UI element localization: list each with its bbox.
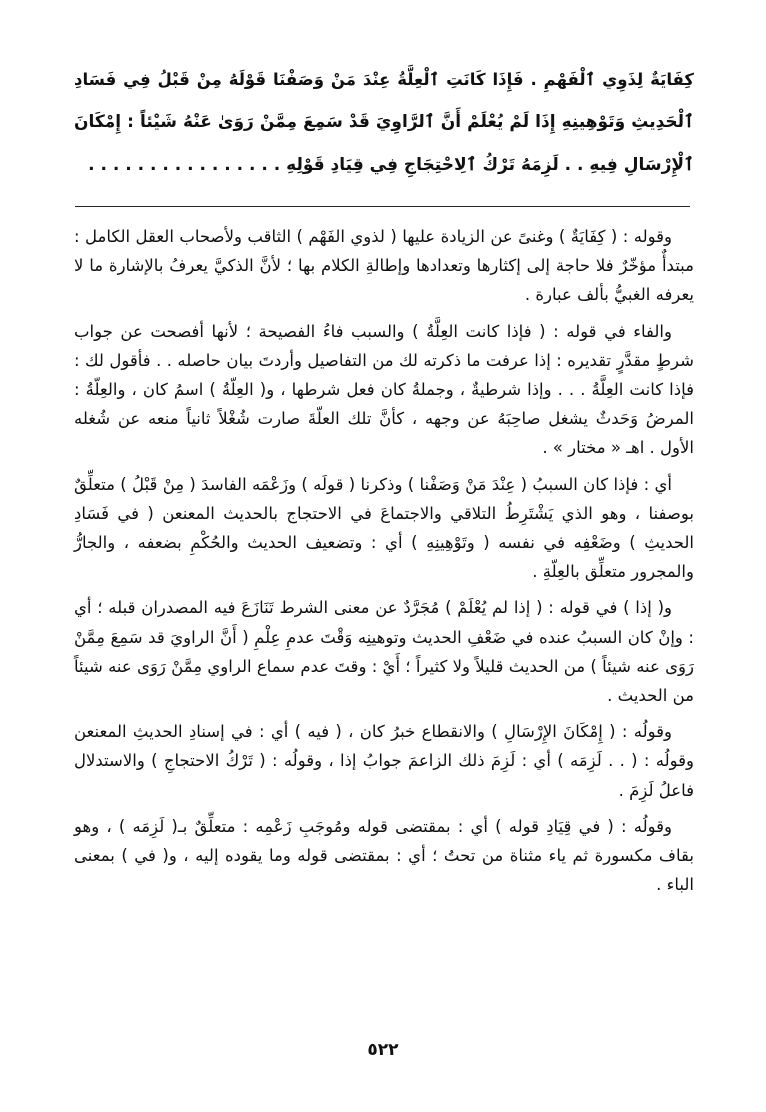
commentary-paragraph: أي : فإذا كان السببُ ( عِنْدَ مَنْ وَصَفْنا ) وذكرنا ( قولَه ) وزَعْمَه الفاسدَ ( مِنْ قَبْلُ ) متعلِّقٌ بوصفنا ، وهو الذي يَشْتَرِطُ التلاقي والاجتماعَ في الاحتجاج بالحديث المعنعن ( في فَسَادِ الحديثِ ) وضَعْفِه في نفسه ( وتَوْهِينِهِ ) أي : وتضعيف الحديث والحُكْمِ بضعفه ، والجارُّ والمجرور متعلِّق بالعِلّةِ .	[74, 474, 694, 582]
main-text-line: ٱلْحَدِيثِ وَتَوْهِينِهِ إِذَا لَمْ يُعْلَمْ أَنَّ ٱلرَّاوِيَ قَدْ سَمِعَ مِمَّنْ رَوَىٰ عَنْهُ شَيْئاً : إِمْكَانَ	[74, 112, 694, 132]
commentary-paragraph: والفاء في قوله : ( فإذا كانت العِلَّةُ ) والسبب فاءُ الفصيحة ؛ لأنها أفصحت عن جواب شرطٍ مقدَّرٍ تقديره : إذا عرفت ما ذكرته لك من التفاصيل وأردتَ بيان حاصله . . فأقول لك : فإذا كانت العِلَّةُ . . . وإذا شرطيةٌ ، وجملةُ كان فعل شرطها ، و( العِلّةُ ) اسمُ كان ، والعِلّةُ : المرضُ وَحَدثٌ يشغل صاحِبَهُ عن وجهه ، كأنَّ تلك العلّةَ صارت شُغْلاً ثانياً منعه عن شُغله الأول . اهـ « مختار » .	[74, 321, 694, 458]
main-text-block	[74, 58, 694, 187]
commentary-block	[74, 222, 694, 906]
commentary-paragraph: و( إذا ) في قوله : ( إذا لم يُعْلَمْ ) مُجَرَّدٌ عن معنى الشرط تَنَازَعَ فيه المصدران قبله ؛ أي : وإنْ كان السببُ عنده في ضَعْفِ الحديث وتوهينِه وَقْتَ عدمِ عِلْمِ ( أَنَّ الراويَ قد سَمِعَ مِمَّنْ رَوَى عنه شيئاً ) من الحديث قليلاً ولا كثيراً ؛ أَيْ : وقتَ عدم سماع الراوي مِمَّنْ رَوَى عنه شيئاً من الحديث .	[74, 598, 694, 706]
commentary-paragraph: وقوله : ( كِفَايَةٌ ) وغنىً عن الزيادة عليها ( لذوي الفَهْم ) الثاقب ولأصحاب العقل الكامل : مبتدأٌ مؤخّرٌ فلا حاجة إلى إكثارها وتعدادها وإطالةِ الكلام بها ؛ لأنَّ الذكيَّ يعرفُ بالإشارة ما لا يعرفه الغبيُّ بألف عبارة .	[74, 227, 694, 305]
commentary-paragraph: وقولُه : ( إِمْكَانَ الإِرْسَالِ ) والانقطاع خبرُ كان ، ( فيه ) أي : في إسنادِ الحديثِ المعنعن وقولُه : ( . . لَزِمَه ) أي : لَزِمَ ذلك الزاعمَ جوابُ إذا ، وقولُه : ( تَرْكُ الاحتجاجِ ) والاستدلال فاعلُ لَزِمَ .	[74, 722, 694, 800]
commentary-paragraph: وقولُه : ( في قِيَادِ قوله ) أي : بمقتضى قوله ومُوجَبِ زَعْمِه : متعلِّقٌ بـ( لَزِمَه ) ، وهو بقاف مكسورة ثم ياء مثناة من تحتُ ؛ أي : بمقتضى قوله وما يقوده إليه ، و( في ) بمعنى الباء .	[74, 816, 694, 895]
page-number: ٥٢٢	[367, 1040, 399, 1060]
main-text-line: ٱلْإِرْسَالِ فِيهِ . . لَزِمَهُ تَرْكُ ٱلِاحْتِجَاجِ فِي قِيَادِ قَوْلِهِ . . . . . . . . . . . . . . . .	[88, 155, 694, 175]
main-text-line: كِفَايَةٌ لِذَوِي ٱلْفَهْمِ . فَإِذَا كَانَتِ ٱلْعِلَّةُ عِنْدَ مَنْ وَصَفْنَا قَوْلَهُ مِنْ قَبْلُ فِي فَسَادِ	[74, 70, 694, 89]
text-divider	[75, 206, 690, 207]
